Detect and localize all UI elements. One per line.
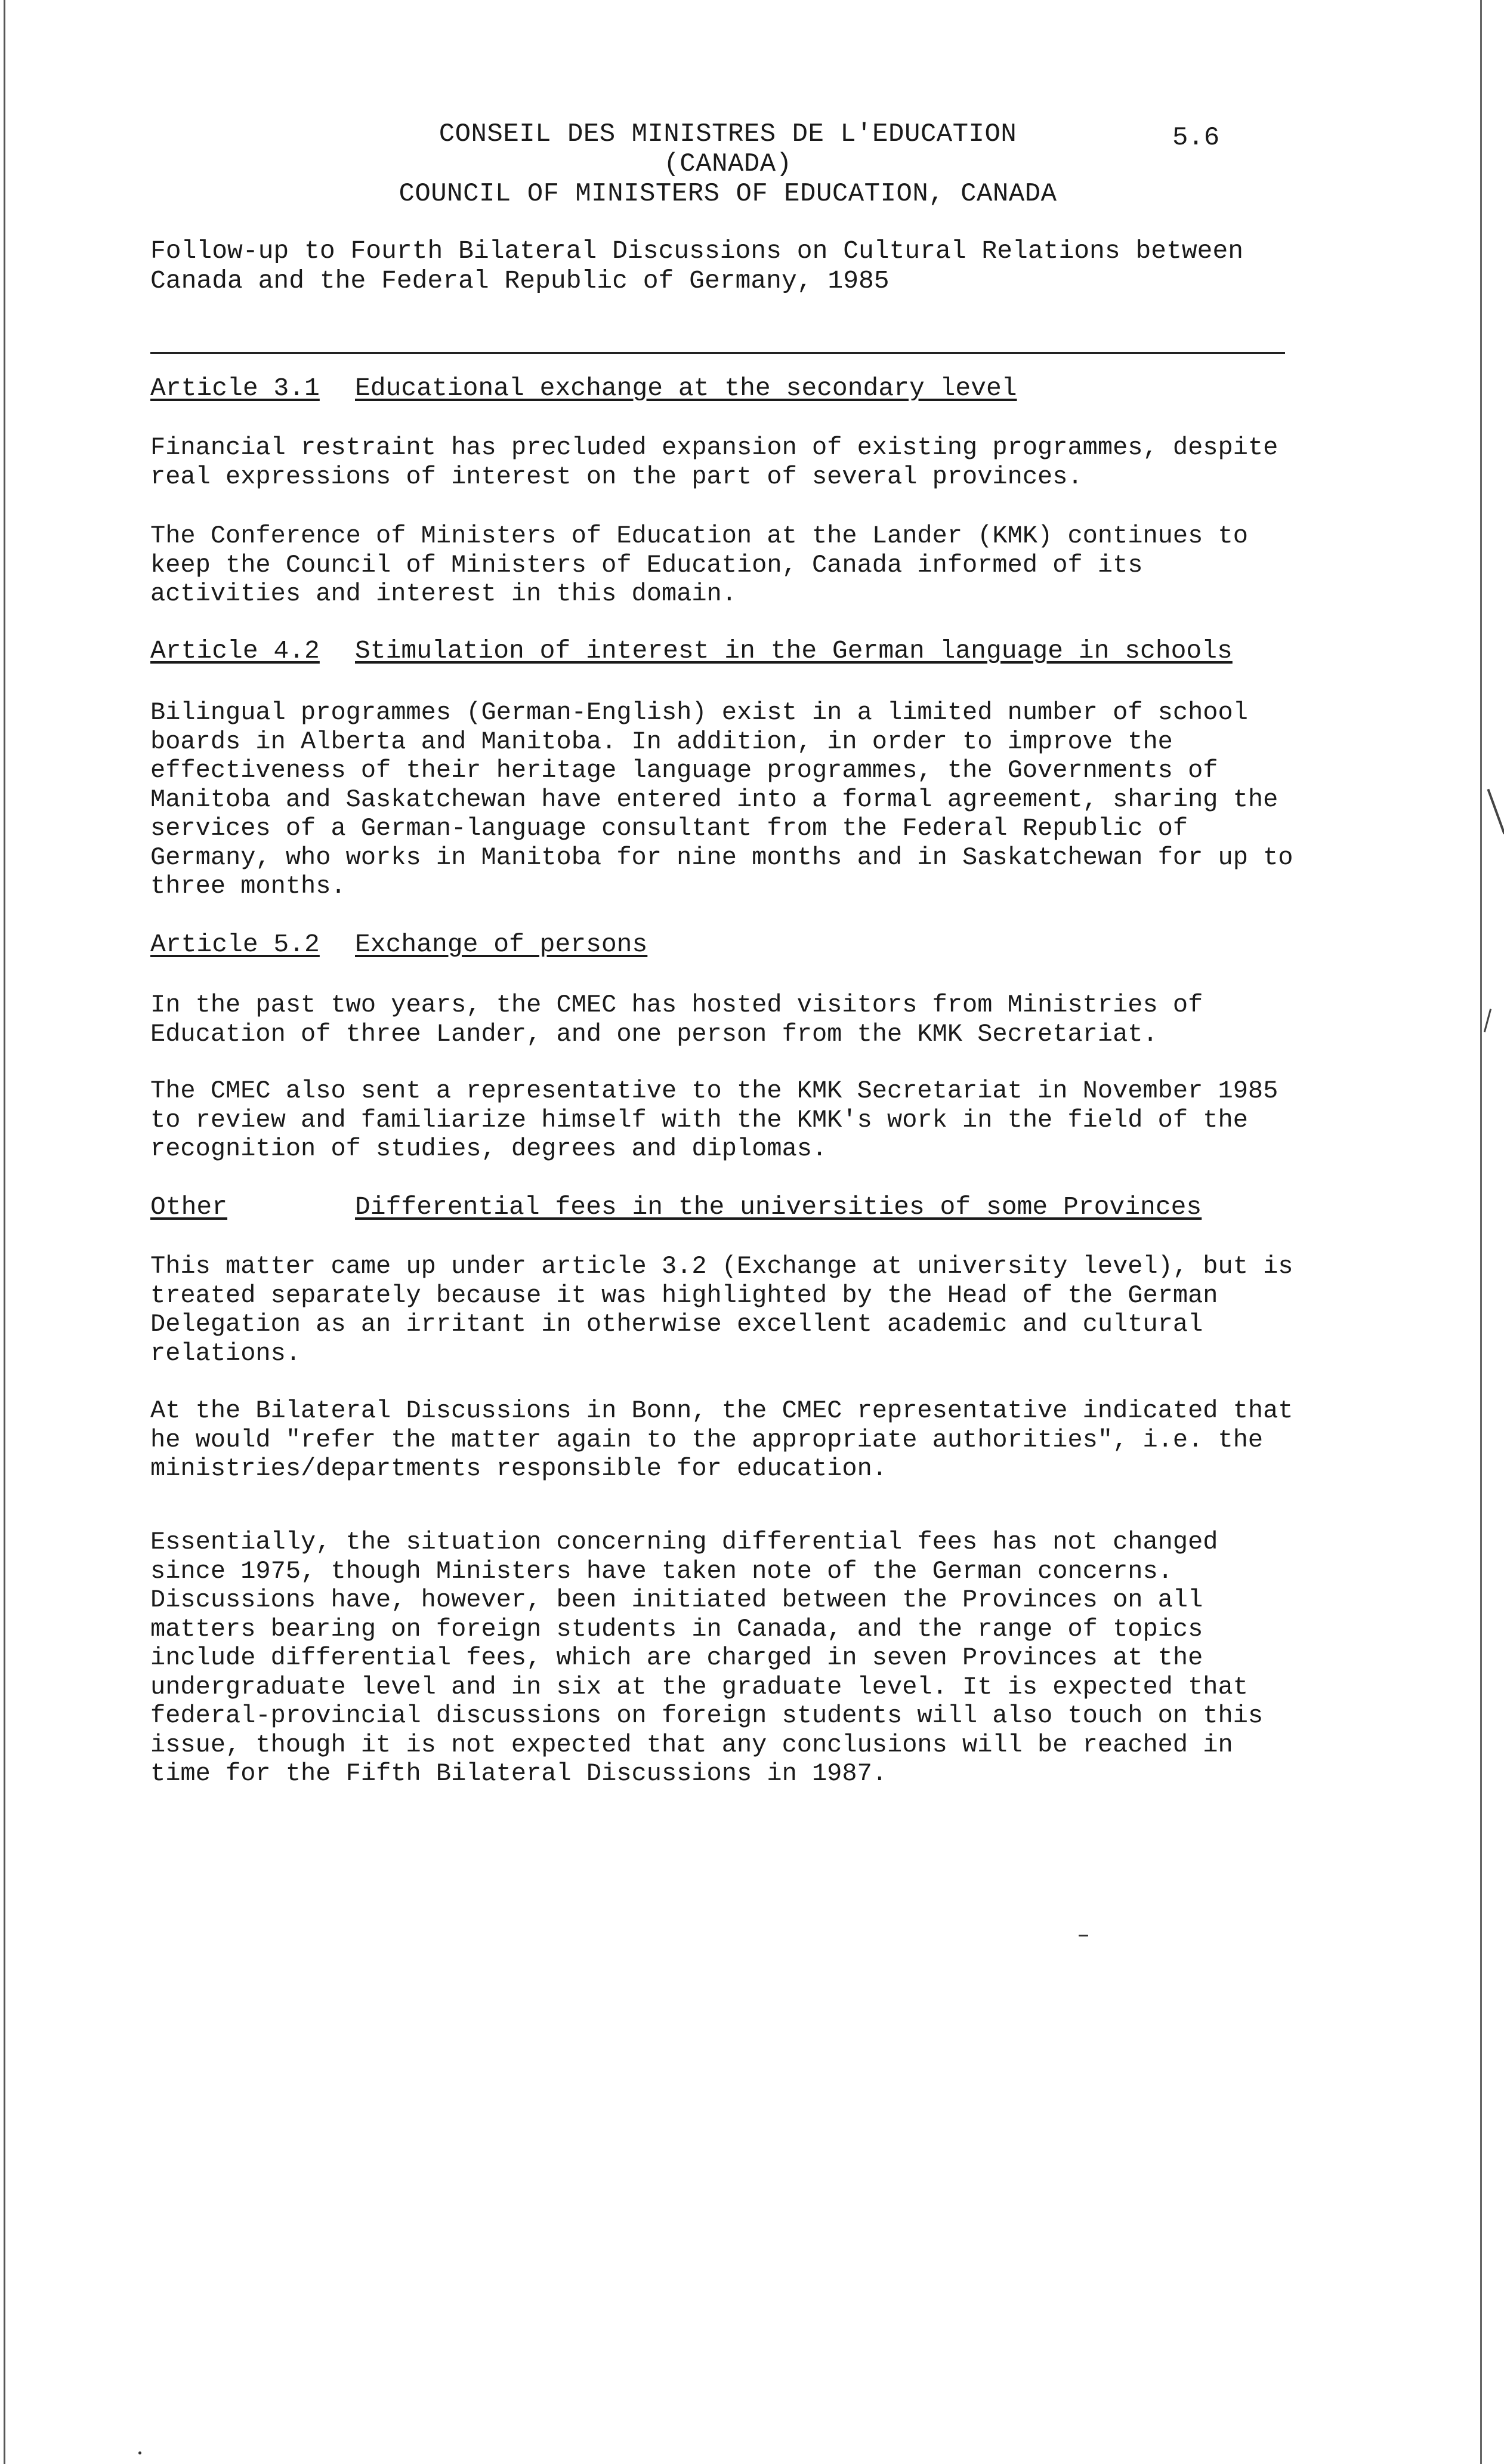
section-title: Educational exchange at the secondary level xyxy=(355,374,1017,403)
article-number: Article 4.2 xyxy=(150,636,320,665)
scan-edge-left xyxy=(4,0,5,2464)
scan-edge-right xyxy=(1480,0,1482,2464)
page-number: 5.6 xyxy=(1172,123,1220,153)
document-subject: Follow-up to Fourth Bilateral Discussions on Cultural Relations between Canada and the Federal Republic of Germany, 1985 xyxy=(150,236,1244,295)
paragraph: This matter came up under article 3.2 (Exchange at university level), but is treated separately because it was highlighted by the Head of the German Delegation as an irritant in otherwise excellent academic and cultural relations. xyxy=(150,1252,1293,1368)
horizontal-rule xyxy=(150,352,1285,354)
paragraph: The Conference of Ministers of Education at the Lander (KMK) continues to keep the Council of Ministers of Education, Canada informed of its activities and interest in this domain. xyxy=(150,522,1248,608)
scan-mark xyxy=(1484,1009,1491,1032)
paragraph: Bilingual programmes (German-English) exist in a limited number of school boards in Alberta and Manitoba. In addition, in order to improve the effectiveness of their heritage language programmes, the Governments of Manitoba and Saskatchewan have entered into a formal agreement, sharing the services of a German-language consultant from the Federal Republic of Germany, who works in Manitoba for nine months and in Saskatchewan for up to three months. xyxy=(150,698,1293,901)
paragraph: The CMEC also sent a representative to the KMK Secretariat in November 1985 to review and familiarize himself with the KMK's work in the field of the recognition of studies, degrees and diplomas. xyxy=(150,1077,1278,1163)
section-title: Exchange of persons xyxy=(355,930,648,959)
paragraph: At the Bilateral Discussions in Bonn, the CMEC representative indicated that he would "refer the matter again to the appropriate authorities", i.e. the ministries/departments responsible for education. xyxy=(150,1396,1293,1483)
document-header xyxy=(370,119,1086,209)
scan-speck xyxy=(1079,1935,1088,1936)
article-number: Other xyxy=(150,1192,228,1222)
section-title: Differential fees in the universities of some Provinces xyxy=(355,1192,1202,1222)
article-number: Article 5.2 xyxy=(150,930,320,959)
paragraph: In the past two years, the CMEC has hosted visitors from Ministries of Education of three Lander, and one person from the KMK Secretariat. xyxy=(150,991,1203,1048)
scan-mark xyxy=(1487,789,1504,835)
paragraph: Financial restraint has precluded expansion of existing programmes, despite real expressions of interest on the part of several provinces. xyxy=(150,433,1278,491)
header-line-english: COUNCIL OF MINISTERS OF EDUCATION, CANADA xyxy=(399,179,1057,209)
section-title: Stimulation of interest in the German language in schools xyxy=(355,636,1233,665)
article-number: Article 3.1 xyxy=(150,374,320,403)
scan-speck xyxy=(138,2451,141,2454)
paragraph: Essentially, the situation concerning differential fees has not changed since 1975, though Ministers have taken note of the German concerns. Discussions have, however, been initiated between the Provinces on all matters bearing on foreign students in Canada, and the range of topics include differential fees, which are charged in seven Provinces at the undergraduate level and in six at the graduate level. It is expected that federal-provincial discussions on foreign students will also touch on this issue, though it is not expected that any conclusions will be reached in time for the Fifth Bilateral Discussions in 1987. xyxy=(150,1528,1264,1788)
header-line-french: CONSEIL DES MINISTRES DE L'EDUCATION (CANADA) xyxy=(438,119,1017,179)
